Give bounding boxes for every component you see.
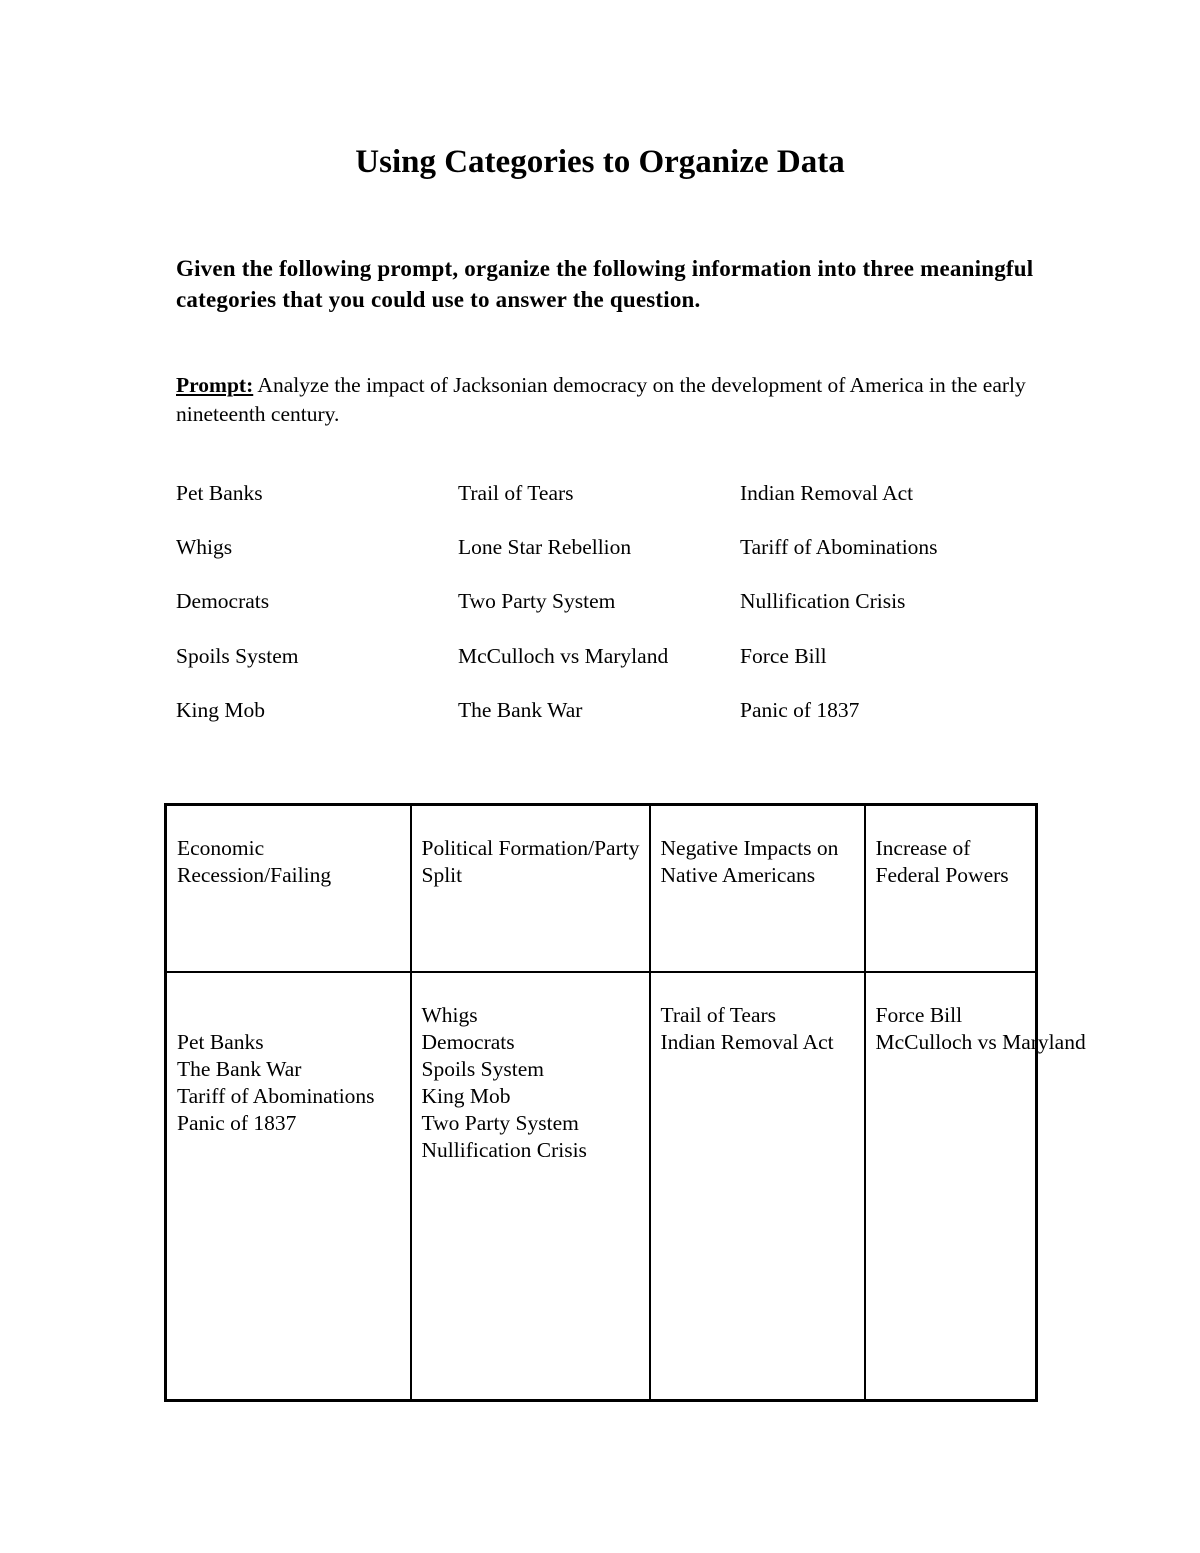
term: Spoils System (176, 643, 299, 668)
list-item: The Bank War (177, 1057, 302, 1081)
list-item: Nullification Crisis (421, 1138, 587, 1162)
category-table (164, 803, 1086, 1402)
table-row (166, 972, 1037, 1401)
list-item: Democrats (421, 1030, 515, 1054)
term-list (176, 478, 1036, 749)
category-cell-federal-powers (865, 972, 1086, 1401)
page-title: Using Categories to Organize Data (355, 144, 845, 180)
term: Panic of 1837 (740, 697, 860, 722)
list-item: Two Party System (421, 1111, 579, 1135)
list-item: Trail of Tears (660, 1003, 777, 1027)
instructions: Given the following prompt, organize the following information into three meaningful categories that you could use to answer the question. (176, 256, 1034, 312)
prompt-label: Prompt: (176, 373, 254, 397)
term: King Mob (176, 697, 265, 722)
category-header-federal-powers: Increase of Federal Powers (865, 805, 1037, 973)
term: Nullification Crisis (740, 589, 906, 614)
term: Trail of Tears (458, 481, 574, 505)
category-header-native-americans: Negative Impacts on Native Americans (650, 805, 865, 973)
prompt-text: Analyze the impact of Jacksonian democracy on the development of America in the early nineteenth century. (176, 373, 1026, 426)
term: Pet Banks (176, 481, 263, 505)
prompt (176, 371, 1036, 429)
term: The Bank War (458, 697, 583, 722)
term: Tariff of Abominations (740, 535, 938, 560)
list-item: Pet Banks (177, 1030, 264, 1054)
list-item: Force Bill (875, 1003, 963, 1027)
term: Indian Removal Act (740, 481, 914, 505)
term: Two Party System (458, 589, 616, 614)
list-item: Tariff of Abominations (177, 1084, 375, 1108)
list-item: Whigs (421, 1003, 478, 1027)
term: Force Bill (740, 643, 827, 668)
category-cell-economic (166, 972, 411, 1401)
category-cell-political (411, 972, 650, 1401)
category-header-political: Political Formation/Party Split (411, 805, 650, 973)
list-item (177, 1002, 402, 1029)
list-item: McCulloch vs Maryland (875, 1030, 1086, 1054)
term: McCulloch vs Maryland (458, 643, 669, 668)
category-cell-native-americans (650, 972, 865, 1401)
term: Whigs (176, 535, 233, 560)
list-item: Indian Removal Act (660, 1030, 834, 1054)
list-item: King Mob (421, 1084, 511, 1108)
list-item: Spoils System (421, 1057, 544, 1081)
term: Lone Star Rebellion (458, 535, 632, 560)
list-item: Panic of 1837 (177, 1111, 297, 1135)
table-header-row (166, 805, 1037, 973)
category-header-economic: Economic Recession/Failing (166, 805, 411, 973)
term: Democrats (176, 589, 270, 614)
